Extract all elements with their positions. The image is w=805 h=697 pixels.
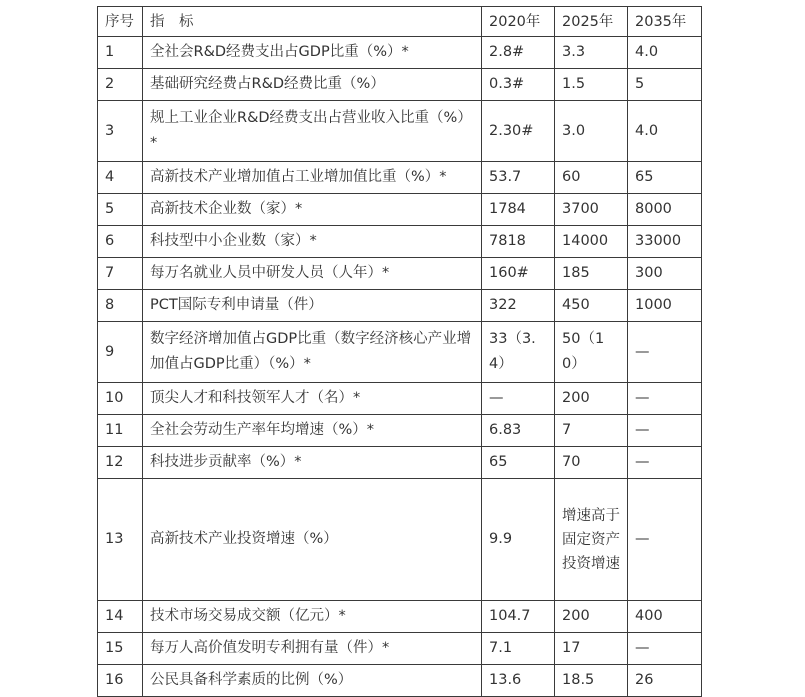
row-number: 9 [98,322,143,383]
row-number: 7 [98,258,143,290]
value-2020: 322 [482,290,555,322]
value-2025: 14000 [555,226,628,258]
value-2025: 200 [555,383,628,415]
indicator-name: 基础研究经费占R&D经费比重（%） [143,69,482,101]
value-2020: 1784 [482,194,555,226]
table-row [98,101,702,162]
table-row [98,415,702,447]
row-number: 11 [98,415,143,447]
value-2025: 3.3 [555,37,628,69]
value-2020: 65 [482,447,555,479]
row-number: 2 [98,69,143,101]
header-cell: 序号 [98,7,143,37]
indicator-name: 全社会劳动生产率年均增速（%）* [143,415,482,447]
value-2035: 4.0 [628,101,702,162]
indicator-name: 数字经济增加值占GDP比重（数字经济核心产业增加值占GDP比重）（%）* [143,322,482,383]
table-row [98,37,702,69]
indicator-name: 每万人高价值发明专利拥有量（件）* [143,633,482,665]
value-2035: — [628,447,702,479]
table-row [98,601,702,633]
row-number: 14 [98,601,143,633]
indicator-name: 公民具备科学素质的比例（%） [143,665,482,697]
row-number: 12 [98,447,143,479]
value-2025: 7 [555,415,628,447]
value-2025: 17 [555,633,628,665]
table-row [98,226,702,258]
table-row [98,479,702,601]
value-2035: 5 [628,69,702,101]
value-2035: 33000 [628,226,702,258]
value-2035: — [628,383,702,415]
indicator-name: 高新技术产业增加值占工业增加值比重（%）* [143,162,482,194]
value-2020: 13.6 [482,665,555,697]
indicator-name: 科技型中小企业数（家）* [143,226,482,258]
value-2025: 增速高于固定资产投资增速 [555,479,628,601]
row-number: 13 [98,479,143,601]
value-2020: 160# [482,258,555,290]
row-number: 1 [98,37,143,69]
row-number: 8 [98,290,143,322]
value-2035: 300 [628,258,702,290]
value-2025: 185 [555,258,628,290]
value-2035: 1000 [628,290,702,322]
value-2025: 50（10） [555,322,628,383]
row-number: 10 [98,383,143,415]
indicator-name: 高新技术产业投资增速（%） [143,479,482,601]
indicator-name: 高新技术企业数（家）* [143,194,482,226]
header-cell: 指 标 [143,7,482,37]
value-2035: 400 [628,601,702,633]
table-row [98,194,702,226]
value-2025: 200 [555,601,628,633]
header-row [98,7,702,37]
value-2025: 70 [555,447,628,479]
value-2025: 60 [555,162,628,194]
value-2020: 2.30# [482,101,555,162]
table-row [98,69,702,101]
table-row [98,665,702,697]
value-2035: 26 [628,665,702,697]
value-2020: 6.83 [482,415,555,447]
value-2020: 7.1 [482,633,555,665]
value-2025: 3.0 [555,101,628,162]
table-row [98,383,702,415]
value-2035: — [628,479,702,601]
value-2035: — [628,415,702,447]
table-row [98,290,702,322]
table-row [98,447,702,479]
value-2020: 0.3# [482,69,555,101]
header-cell: 2020年 [482,7,555,37]
value-2035: — [628,633,702,665]
row-number: 4 [98,162,143,194]
value-2035: 65 [628,162,702,194]
value-2025: 450 [555,290,628,322]
value-2035: 4.0 [628,37,702,69]
value-2025: 3700 [555,194,628,226]
value-2035: 8000 [628,194,702,226]
table-row [98,322,702,383]
indicator-name: 每万名就业人员中研发人员（人年）* [143,258,482,290]
table-row [98,162,702,194]
row-number: 16 [98,665,143,697]
table-row [98,633,702,665]
row-number: 3 [98,101,143,162]
indicator-table [97,6,702,697]
indicator-name: 全社会R&D经费支出占GDP比重（%）* [143,37,482,69]
value-2020: 9.9 [482,479,555,601]
indicator-name: 规上工业企业R&D经费支出占营业收入比重（%）* [143,101,482,162]
row-number: 15 [98,633,143,665]
header-cell: 2035年 [628,7,702,37]
value-2025: 1.5 [555,69,628,101]
value-2020: 53.7 [482,162,555,194]
value-2025: 18.5 [555,665,628,697]
header-cell: 2025年 [555,7,628,37]
value-2020: 104.7 [482,601,555,633]
indicator-name: 科技进步贡献率（%）* [143,447,482,479]
value-2020: 2.8# [482,37,555,69]
value-2020: — [482,383,555,415]
row-number: 6 [98,226,143,258]
value-2020: 7818 [482,226,555,258]
indicator-name: 技术市场交易成交额（亿元）* [143,601,482,633]
indicator-name: 顶尖人才和科技领军人才（名）* [143,383,482,415]
row-number: 5 [98,194,143,226]
indicator-name: PCT国际专利申请量（件） [143,290,482,322]
value-2035: — [628,322,702,383]
value-2020: 33（3.4） [482,322,555,383]
table-row [98,258,702,290]
